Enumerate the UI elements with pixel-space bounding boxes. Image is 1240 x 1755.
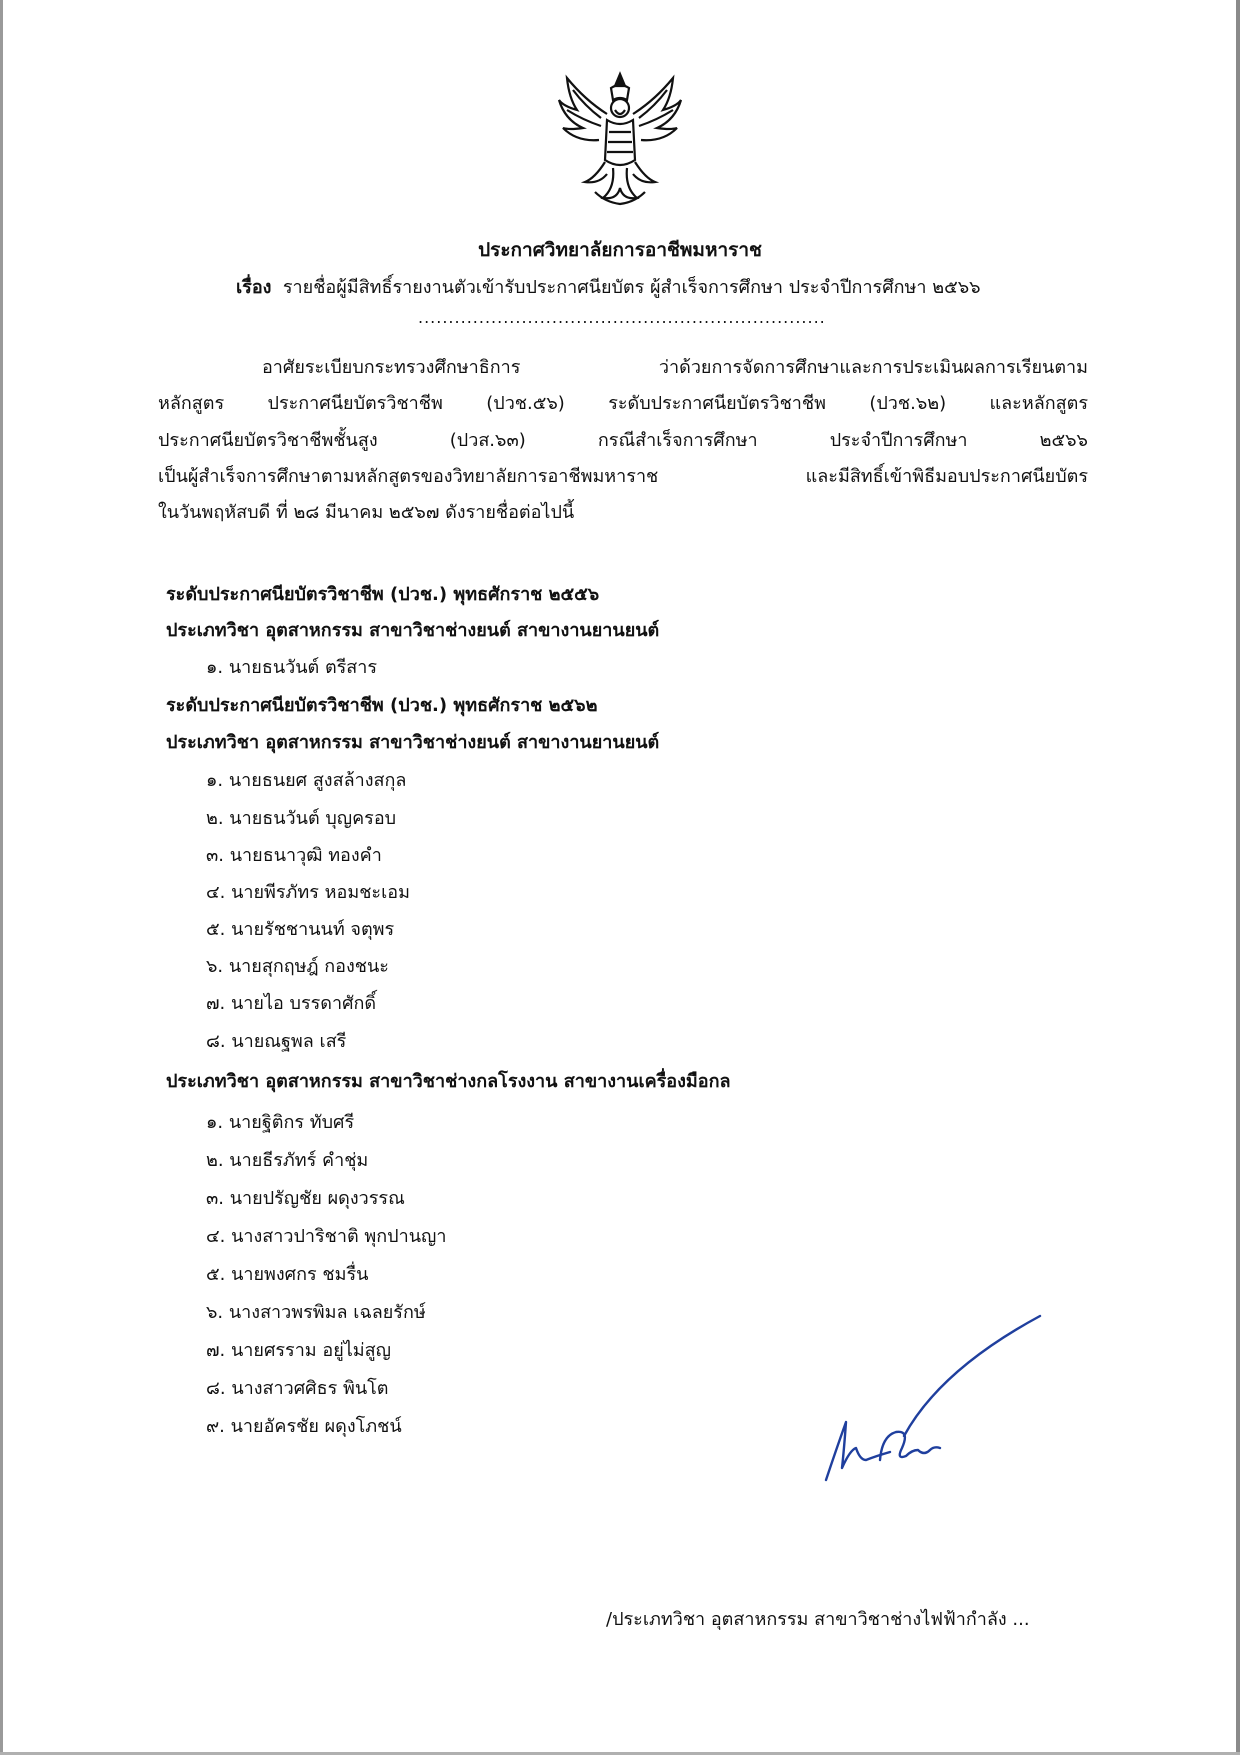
paragraph-line: ในวันพฤหัสบดี ที่ ๒๘ มีนาคม ๒๕๖๗ ดังรายชื่อต่อไปนี้ (158, 502, 575, 523)
subject-text: รายชื่อผู้มีสิทธิ์รายงานตัวเข้ารับประกาศนียบัตร ผู้สำเร็จการศึกษา ประจำปีการศึกษา ๒๕๖๖ (282, 277, 981, 298)
student-item: ๕. นายพงศกร ชมรื่น (206, 1264, 369, 1285)
level-heading: ระดับประกาศนียบัตรวิชาชีพ (ปวช.) พุทธศักราช ๒๕๕๖ (166, 584, 600, 605)
page-title: ประกาศวิทยาลัยการอาชีพมหาราช (478, 239, 762, 261)
subject-label: เรื่อง (236, 277, 272, 298)
paragraph-line: อาศัยระเบียบกระทรวงศึกษาธิการ ว่าด้วยการจัดการศึกษาและการประเมินผลการเรียนตาม (262, 357, 1088, 378)
student-item: ๕. นายรัชชานนท์ จตุพร (206, 919, 395, 940)
paragraph-line: เป็นผู้สำเร็จการศึกษาตามหลักสูตรของวิทยาลัยการอาชีพมหาราช และมีสิทธิ์เข้าพิธีมอบประกาศนียบัตร (158, 466, 1088, 487)
separator-dots: ................................................................... (418, 308, 826, 327)
paragraph-line: หลักสูตร ประกาศนียบัตรวิชาชีพ (ปวช.๕๖) ระดับประกาศนียบัตรวิชาชีพ (ปวช.๖๒) และหลักสูตร (158, 393, 1088, 414)
program-heading: ประเภทวิชา อุตสาหกรรม สาขาวิชาช่างยนต์ สาขางานยานยนต์ (166, 620, 660, 641)
garuda-emblem-icon (555, 70, 685, 210)
student-item: ๑. นายธนยศ สูงสล้างสกุล (206, 770, 407, 791)
program-heading: ประเภทวิชา อุตสาหกรรม สาขาวิชาช่างกลโรงงาน สาขางานเครื่องมือกล (166, 1071, 731, 1092)
student-item: ๔. นายพีรภัทร หอมชะเอม (206, 882, 410, 903)
student-item: ๓. นายธนาวุฒิ ทองคำ (206, 845, 382, 866)
student-item: ๙. นายอัครชัย ผดุงโภชน์ (206, 1416, 402, 1437)
paragraph-line: ประกาศนียบัตรวิชาชีพชั้นสูง (ปวส.๖๓) กรณีสำเร็จการศึกษา ประจำปีการศึกษา ๒๕๖๖ (158, 430, 1088, 451)
student-item: ๗. นายศรราม อยู่ไม่สูญ (206, 1340, 391, 1361)
student-item: ๘. นายณฐพล เสรี (206, 1031, 347, 1052)
student-item: ๖. นายสุกฤษฎ์ กองชนะ (206, 956, 389, 977)
student-item: ๓. นายปรัญชัย ผดุงวรรณ (206, 1188, 405, 1209)
student-item: ๑. นายธนวันต์ ตรีสาร (206, 657, 378, 678)
level-heading: ระดับประกาศนียบัตรวิชาชีพ (ปวช.) พุทธศักราช ๒๕๖๒ (166, 695, 598, 716)
student-item: ๘. นางสาวศศิธร พินโต (206, 1378, 389, 1399)
student-item: ๖. นางสาวพรพิมล เฉลยรักษ์ (206, 1302, 426, 1323)
student-item: ๔. นางสาวปาริชาติ พุกปานญา (206, 1226, 447, 1247)
student-item: ๗. นายไอ บรรดาศักดิ์ (206, 993, 377, 1014)
student-item: ๒. นายธนวันต์ บุญครอบ (206, 808, 397, 829)
student-item: ๒. นายธีรภัทร์ คำชุ่ม (206, 1150, 369, 1171)
continuation-text: /ประเภทวิชา อุตสาหกรรม สาขาวิชาช่างไฟฟ้ากำลัง ... (606, 1609, 1030, 1630)
subject-line (236, 272, 981, 301)
student-item: ๑. นายฐิติกร ทับศรี (206, 1112, 355, 1133)
handwritten-signature-icon (820, 1310, 1060, 1495)
program-heading: ประเภทวิชา อุตสาหกรรม สาขาวิชาช่างยนต์ สาขางานยานยนต์ (166, 732, 660, 753)
